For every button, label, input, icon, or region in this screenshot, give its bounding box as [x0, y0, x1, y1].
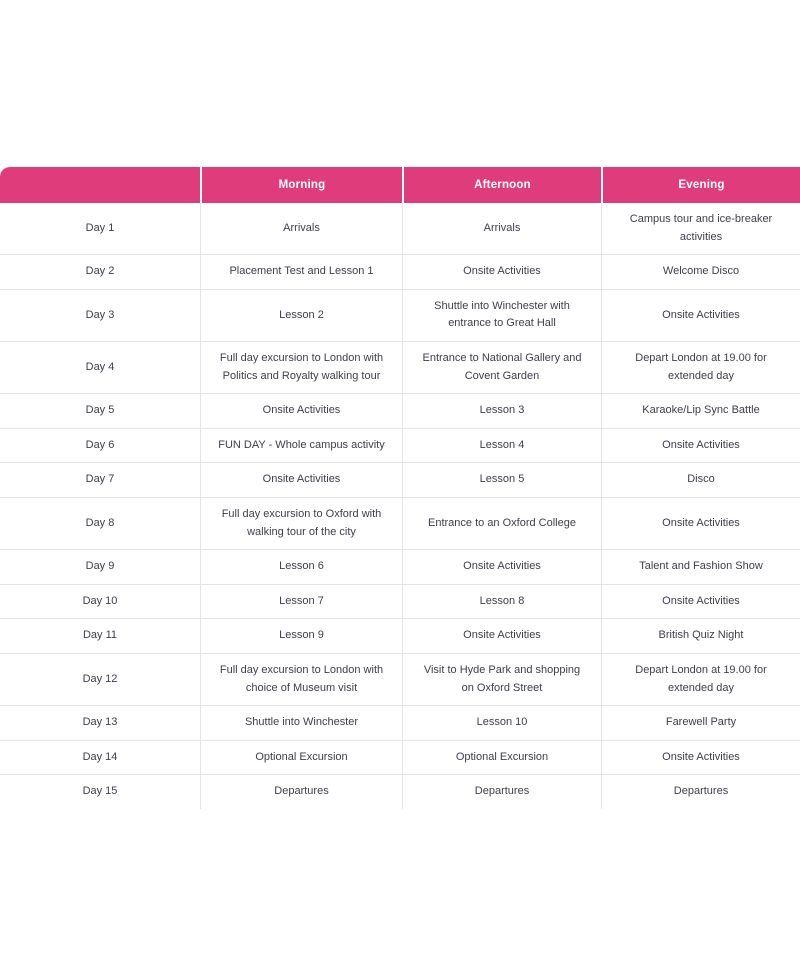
- table-row: [0, 741, 800, 776]
- table-row: [0, 706, 800, 741]
- evening-cell: Onsite Activities: [601, 741, 800, 776]
- day-cell: Day 11: [0, 619, 200, 654]
- evening-cell: Onsite Activities: [601, 290, 800, 342]
- afternoon-cell: Arrivals: [402, 203, 601, 255]
- morning-cell: Lesson 6: [200, 550, 402, 585]
- afternoon-cell: Onsite Activities: [402, 550, 601, 585]
- evening-cell: Onsite Activities: [601, 429, 800, 464]
- morning-cell: Shuttle into Winchester: [200, 706, 402, 741]
- morning-cell: Placement Test and Lesson 1: [200, 255, 402, 290]
- day-cell: Day 8: [0, 498, 200, 550]
- afternoon-cell: Entrance to National Gallery and Covent Garden: [402, 342, 601, 394]
- day-cell: Day 5: [0, 394, 200, 429]
- afternoon-cell: Departures: [402, 775, 601, 809]
- evening-cell: Departures: [601, 775, 800, 809]
- morning-cell: Full day excursion to London with choice of Museum visit: [200, 654, 402, 706]
- afternoon-cell: Lesson 3: [402, 394, 601, 429]
- afternoon-cell: Lesson 10: [402, 706, 601, 741]
- morning-cell: Onsite Activities: [200, 463, 402, 498]
- evening-cell: Depart London at 19.00 for extended day: [601, 654, 800, 706]
- day-cell: Day 7: [0, 463, 200, 498]
- day-cell: Day 4: [0, 342, 200, 394]
- evening-cell: Talent and Fashion Show: [601, 550, 800, 585]
- schedule-table-body: [0, 203, 800, 809]
- morning-cell: Arrivals: [200, 203, 402, 255]
- morning-cell: Full day excursion to London with Politics and Royalty walking tour: [200, 342, 402, 394]
- afternoon-cell: Shuttle into Winchester with entrance to Great Hall: [402, 290, 601, 342]
- afternoon-cell: Onsite Activities: [402, 619, 601, 654]
- column-header-afternoon: Afternoon: [402, 167, 601, 203]
- table-row: [0, 203, 800, 255]
- day-cell: Day 15: [0, 775, 200, 809]
- afternoon-cell: Lesson 4: [402, 429, 601, 464]
- table-row: [0, 342, 800, 394]
- afternoon-cell: Entrance to an Oxford College: [402, 498, 601, 550]
- morning-cell: Optional Excursion: [200, 741, 402, 776]
- day-cell: Day 14: [0, 741, 200, 776]
- morning-cell: Lesson 7: [200, 585, 402, 620]
- day-cell: Day 1: [0, 203, 200, 255]
- evening-cell: Campus tour and ice-breaker activities: [601, 203, 800, 255]
- table-row: [0, 290, 800, 342]
- column-header-morning: Morning: [200, 167, 402, 203]
- header-row: [0, 167, 800, 203]
- evening-cell: Onsite Activities: [601, 498, 800, 550]
- day-cell: Day 3: [0, 290, 200, 342]
- afternoon-cell: Visit to Hyde Park and shopping on Oxford Street: [402, 654, 601, 706]
- evening-cell: Depart London at 19.00 for extended day: [601, 342, 800, 394]
- evening-cell: Farewell Party: [601, 706, 800, 741]
- column-header-evening: Evening: [601, 167, 800, 203]
- day-cell: Day 6: [0, 429, 200, 464]
- day-cell: Day 9: [0, 550, 200, 585]
- morning-cell: Lesson 9: [200, 619, 402, 654]
- evening-cell: British Quiz Night: [601, 619, 800, 654]
- afternoon-cell: Lesson 8: [402, 585, 601, 620]
- table-row: [0, 619, 800, 654]
- table-row: [0, 654, 800, 706]
- schedule-section: [0, 167, 800, 809]
- morning-cell: Departures: [200, 775, 402, 809]
- evening-cell: Welcome Disco: [601, 255, 800, 290]
- morning-cell: Lesson 2: [200, 290, 402, 342]
- table-row: [0, 775, 800, 809]
- table-row: [0, 463, 800, 498]
- morning-cell: Onsite Activities: [200, 394, 402, 429]
- table-row: [0, 429, 800, 464]
- day-cell: Day 12: [0, 654, 200, 706]
- morning-cell: Full day excursion to Oxford with walking tour of the city: [200, 498, 402, 550]
- column-header-day: [0, 167, 200, 203]
- schedule-table-header: [0, 167, 800, 203]
- evening-cell: Disco: [601, 463, 800, 498]
- table-row: [0, 498, 800, 550]
- table-row: [0, 585, 800, 620]
- day-cell: Day 10: [0, 585, 200, 620]
- afternoon-cell: Lesson 5: [402, 463, 601, 498]
- evening-cell: Onsite Activities: [601, 585, 800, 620]
- afternoon-cell: Optional Excursion: [402, 741, 601, 776]
- table-row: [0, 255, 800, 290]
- day-cell: Day 2: [0, 255, 200, 290]
- table-row: [0, 550, 800, 585]
- schedule-table: [0, 167, 800, 809]
- evening-cell: Karaoke/Lip Sync Battle: [601, 394, 800, 429]
- table-row: [0, 394, 800, 429]
- afternoon-cell: Onsite Activities: [402, 255, 601, 290]
- day-cell: Day 13: [0, 706, 200, 741]
- morning-cell: FUN DAY - Whole campus activity: [200, 429, 402, 464]
